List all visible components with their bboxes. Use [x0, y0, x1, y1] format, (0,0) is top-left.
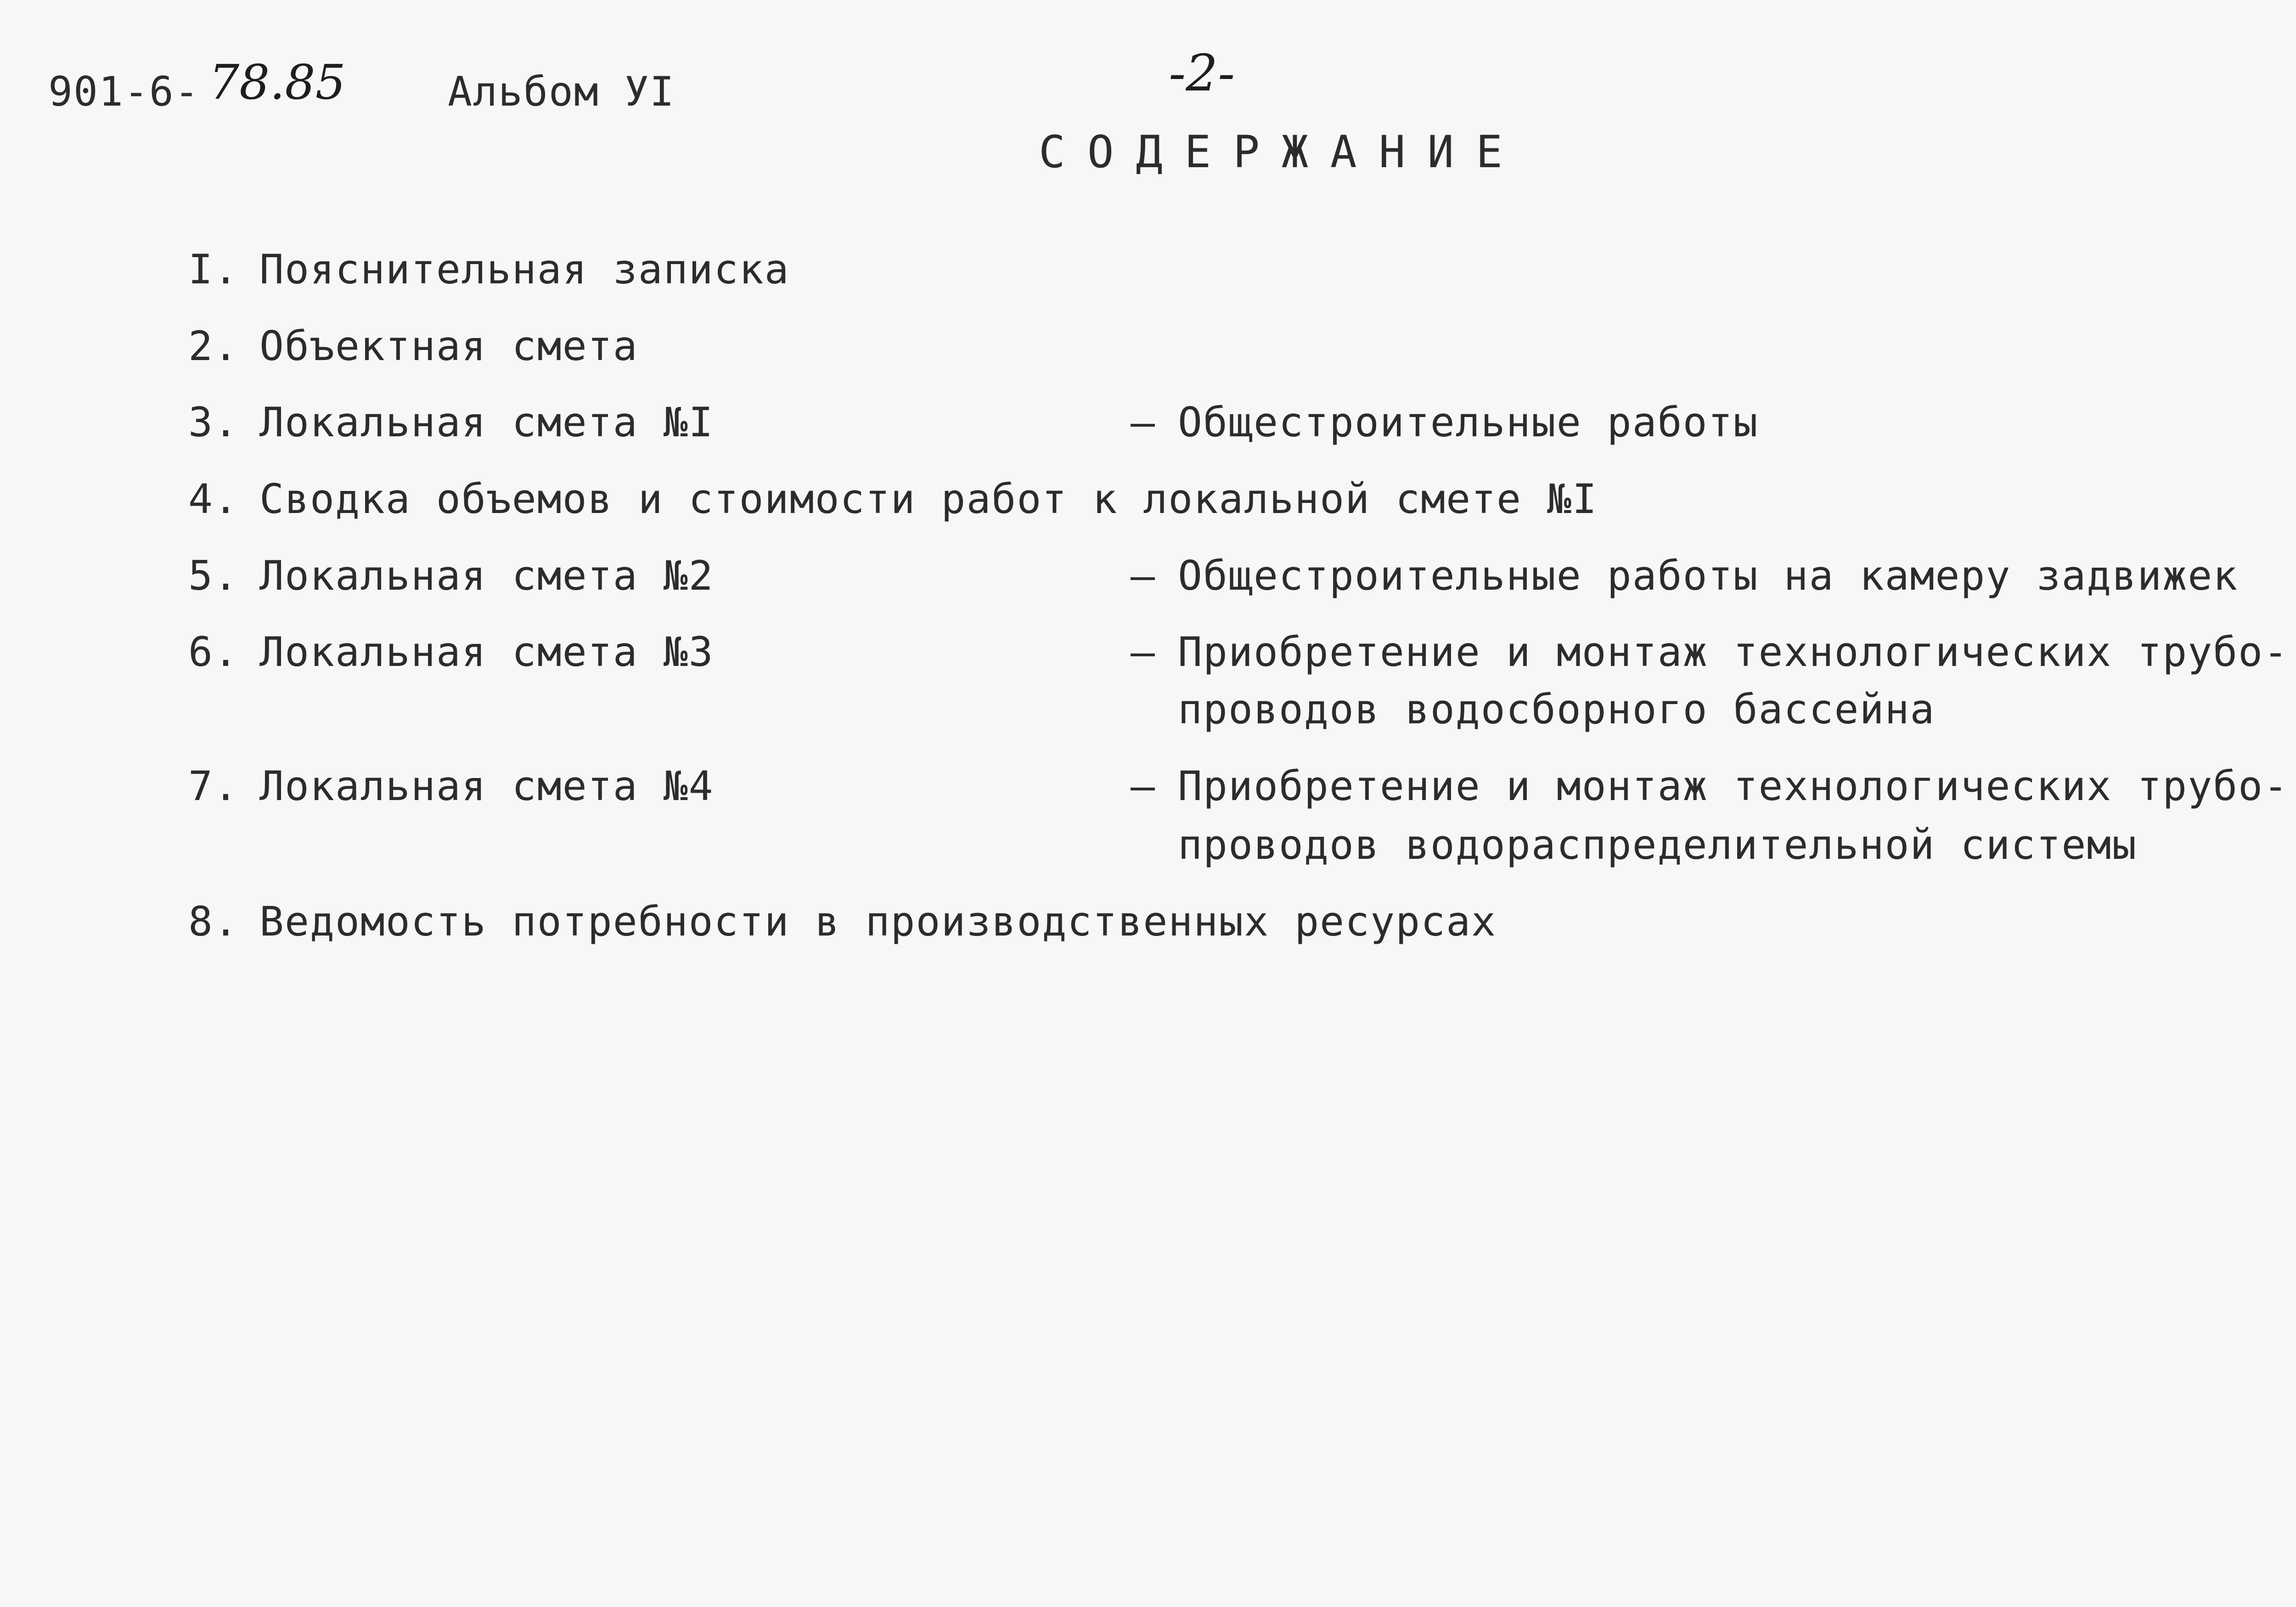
- toc-number: 8.: [188, 898, 239, 945]
- page-number: -2-: [1169, 44, 1235, 102]
- toc-name: Локальная смета №3: [259, 628, 714, 676]
- page-title: СОДЕРЖАНИЕ: [1039, 126, 1525, 178]
- toc-number: 5.: [188, 552, 239, 599]
- toc-number: 7.: [188, 762, 239, 810]
- toc-description: Общестроительные работы на камеру задвижек: [1178, 552, 2239, 599]
- toc-name: Сводка объемов и стоимости работ к локальной смете №I: [259, 475, 1598, 523]
- document-code-handwritten: 78.85: [209, 54, 346, 110]
- toc-name: Локальная смета №4: [259, 762, 714, 810]
- toc-number: 6.: [188, 628, 239, 676]
- toc-number: 2.: [188, 322, 239, 370]
- toc-dash: –: [1131, 552, 1156, 599]
- document-code: 901-6-: [48, 68, 200, 115]
- toc-description: Приобретение и монтаж технологических трубо-: [1178, 628, 2289, 676]
- album-label: Альбом УI: [448, 68, 675, 115]
- toc-description-continued: проводов водосборного бассейна: [1178, 686, 1936, 733]
- toc-dash: –: [1131, 762, 1156, 810]
- toc-name: Ведомость потребности в производственных ресурсах: [259, 898, 1497, 945]
- toc-name: Пояснительная записка: [259, 246, 790, 293]
- toc-dash: –: [1131, 628, 1156, 676]
- toc-dash: –: [1131, 399, 1156, 446]
- toc-description-continued: проводов водораспределительной системы: [1178, 821, 2138, 868]
- toc-number: 4.: [188, 475, 239, 523]
- toc-name: Объектная смета: [259, 322, 638, 370]
- toc-number: 3.: [188, 399, 239, 446]
- toc-name: Локальная смета №I: [259, 399, 714, 446]
- toc-description: Приобретение и монтаж технологических трубо-: [1178, 762, 2289, 810]
- toc-name: Локальная смета №2: [259, 552, 714, 599]
- toc-number: I.: [188, 246, 239, 293]
- toc-description: Общестроительные работы: [1178, 399, 1759, 446]
